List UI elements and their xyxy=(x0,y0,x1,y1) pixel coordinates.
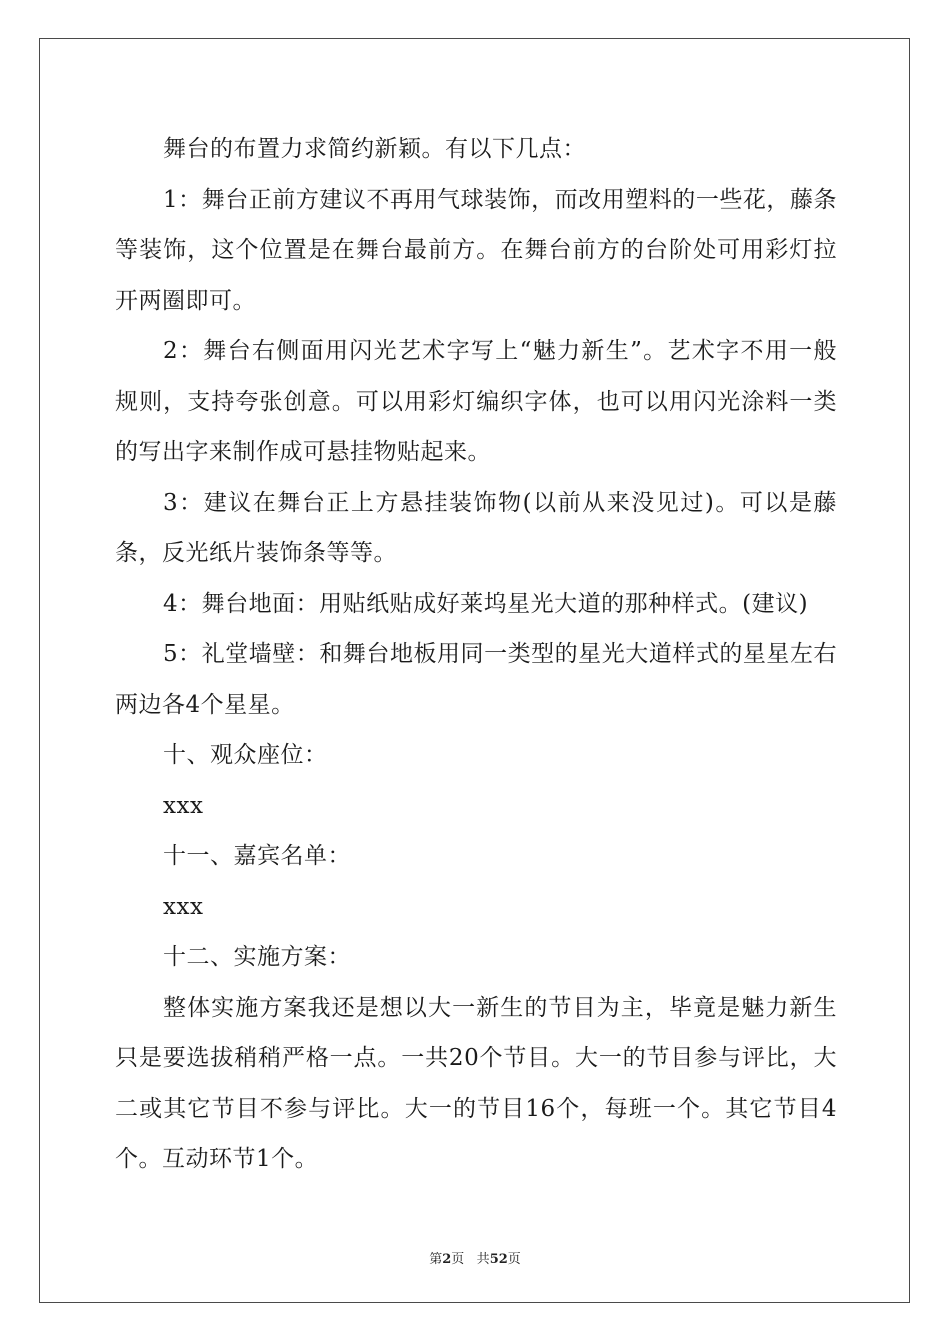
page-suffix: 页 xyxy=(451,1252,465,1267)
document-body xyxy=(115,124,837,1185)
paragraph-intro: 舞台的布置力求简约新颖。有以下几点： xyxy=(163,136,586,162)
total-prefix: 共 xyxy=(476,1252,490,1267)
page-footer xyxy=(0,1248,950,1267)
seating-placeholder: xxx xyxy=(163,792,204,819)
paragraph-point-5: 5：礼堂墙壁：和舞台地板用同一类型的星光大道样式的星星左右两边各4个星星。 xyxy=(115,641,837,718)
paragraph-plan: 整体实施方案我还是想以大一新生的节目为主，毕竟是魅力新生只是要选拔稍稍严格一点。一共20个节目。大一的节目参与评比，大二或其它节目不参与评比。大一的节目16个，每班一个。其它节目4个。互动环节1个。 xyxy=(115,994,837,1172)
page-prefix: 第 xyxy=(429,1252,443,1267)
paragraph-point-1: 1：舞台正前方建议不再用气球装饰，而改用塑料的一些花，藤条等装饰，这个位置是在舞台最前方。在舞台前方的台阶处可用彩灯拉开两圈即可。 xyxy=(115,186,837,314)
section-heading-plan: 十二、实施方案： xyxy=(163,944,351,970)
paragraph-point-3: 3：建议在舞台正上方悬挂装饰物(以前从来没见过)。可以是藤条，反光纸片装饰条等等。 xyxy=(115,489,837,566)
paragraph-point-4: 4：舞台地面：用贴纸贴成好莱坞星光大道的那种样式。(建议) xyxy=(163,590,809,617)
guests-placeholder: xxx xyxy=(163,893,204,920)
total-pages: 52 xyxy=(489,1252,508,1267)
page-number: 2 xyxy=(442,1252,452,1267)
total-suffix: 页 xyxy=(507,1252,521,1267)
paragraph-point-2: 2：舞台右侧面用闪光艺术字写上“魅力新生”。艺术字不用一般规则，支持夸张创意。可以用彩灯编织字体，也可以用闪光涂料一类的写出字来制作成可悬挂物贴起来。 xyxy=(115,338,837,465)
section-heading-seating: 十、观众座位： xyxy=(163,742,328,768)
section-heading-guests: 十一、嘉宾名单： xyxy=(163,843,351,869)
